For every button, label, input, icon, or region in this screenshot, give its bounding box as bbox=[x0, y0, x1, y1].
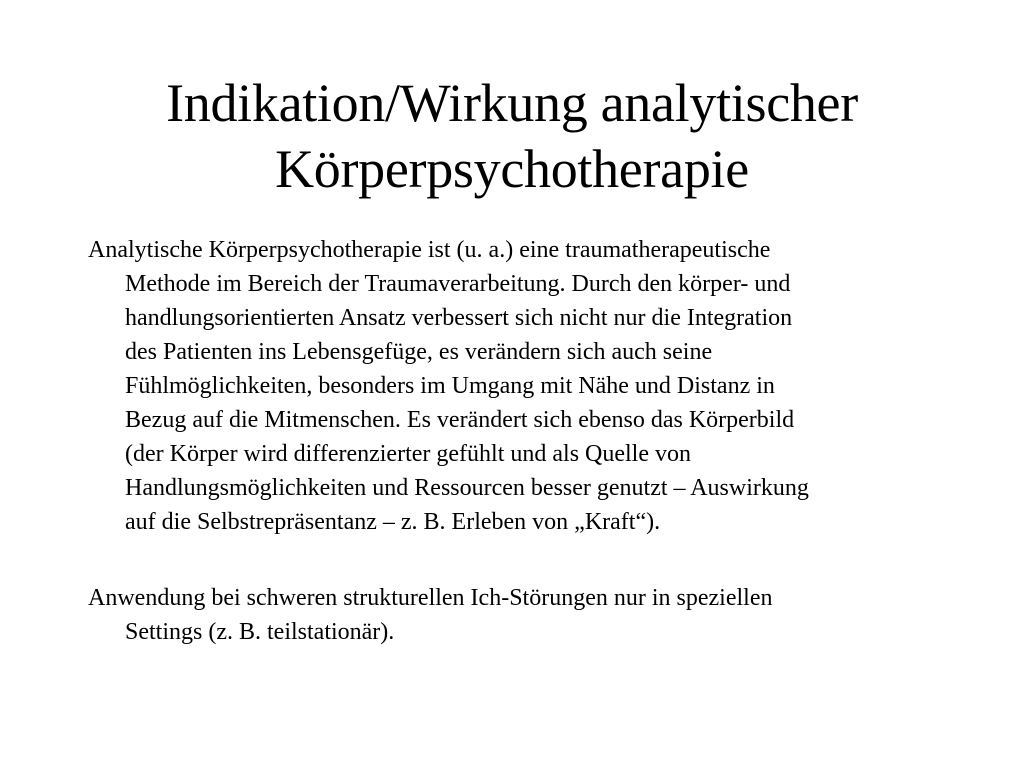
paragraph-application bbox=[88, 581, 968, 649]
text-line: Fühlmöglichkeiten, besonders im Umgang mit Nähe und Distanz in bbox=[125, 373, 775, 399]
paragraph-indication bbox=[88, 233, 968, 539]
text-line: Settings (z. B. teilstationär). bbox=[125, 619, 395, 645]
text-line: Handlungsmöglichkeiten und Ressourcen besser genutzt – Auswirkung bbox=[125, 475, 809, 501]
text-line: Anwendung bei schweren strukturellen Ich-Störungen nur in speziellen bbox=[88, 585, 773, 611]
text-line: handlungsorientierten Ansatz verbessert sich nicht nur die Integration bbox=[125, 305, 793, 331]
text-line: (der Körper wird differenzierter gefühlt und als Quelle von bbox=[125, 441, 692, 467]
slide-title bbox=[60, 70, 964, 202]
text-line: Bezug auf die Mitmenschen. Es verändert sich ebenso das Körperbild bbox=[125, 407, 795, 433]
text-line: auf die Selbstrepräsentanz – z. B. Erleben von „Kraft“). bbox=[125, 509, 661, 535]
slide-title-line-1: Indikation/Wirkung analytischer bbox=[166, 73, 858, 133]
slide-title-line-2: Körperpsychotherapie bbox=[275, 139, 749, 199]
text-line: Methode im Bereich der Traumaverarbeitung. Durch den körper- und bbox=[125, 271, 791, 297]
text-line: des Patienten ins Lebensgefüge, es verändern sich auch seine bbox=[125, 339, 713, 365]
slide-body bbox=[88, 233, 968, 649]
text-line: Analytische Körperpsychotherapie ist (u. a.) eine traumatherapeutische bbox=[88, 237, 771, 263]
